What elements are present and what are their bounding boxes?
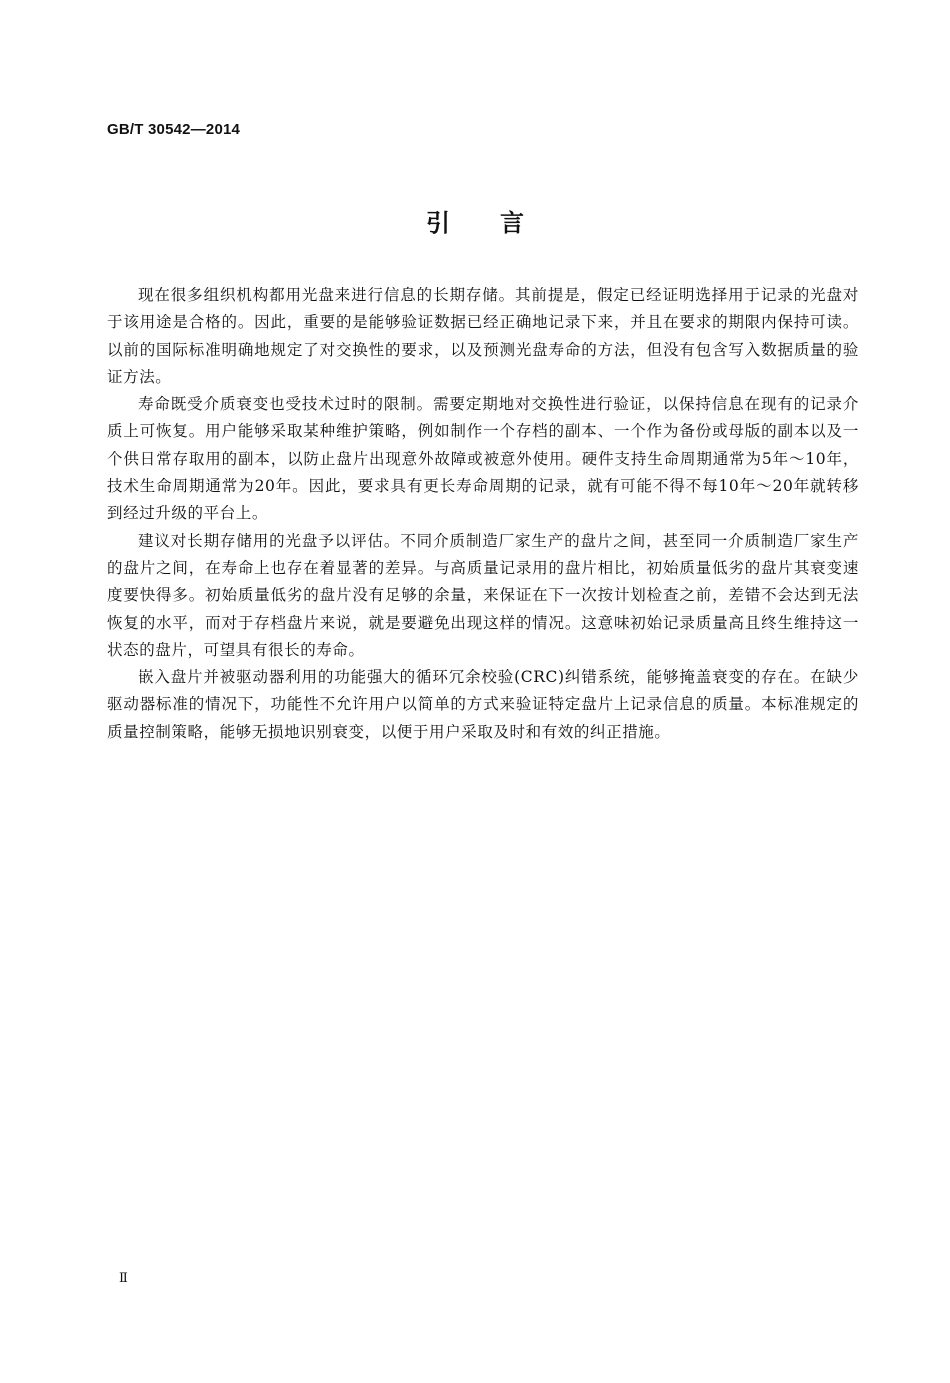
paragraph-3: 建议对长期存储用的光盘予以评估。不同介质制造厂家生产的盘片之间，甚至同一介质制造厂家生产的盘片之间，在寿命上也存在着显著的差异。与高质量记录用的盘片相比，初始质量低劣的盘片其衰变速度要快得多。初始质量低劣的盘片没有足够的余量，来保证在下一次按计划检查之前，差错不会达到无法恢复的水平，而对于存档盘片来说，就是要避免出现这样的情况。这意味初始记录质量高且终生维持这一状态的盘片，可望具有很长的寿命。 xyxy=(107,531,859,659)
paragraph-2: 寿命既受介质衰变也受技术过时的限制。需要定期地对交换性进行验证，以保持信息在现有的记录介质上可恢复。用户能够采取某种维护策略，例如制作一个存档的副本、一个作为备份或母版的副本以及一个供日常存取用的副本，以防止盘片出现意外故障或被意外使用。硬件支持生命周期通常为5年～10年，技术生命周期通常为20年。因此，要求具有更长寿命周期的记录，就有可能不得不每10年～20年就转移到经过升级的平台上。 xyxy=(107,395,859,523)
paragraph-1: 现在很多组织机构都用光盘来进行信息的长期存储。其前提是，假定已经证明选择用于记录的光盘对于该用途是合格的。因此，重要的是能够验证数据已经正确地记录下来，并且在要求的期限内保持可读。以前的国际标准明确地规定了对交换性的要求，以及预测光盘寿命的方法，但没有包含写入数据质量的验证方法。 xyxy=(107,286,859,386)
page-number: Ⅱ xyxy=(119,1271,128,1286)
introduction-body xyxy=(107,282,859,746)
standard-code-header: GB/T 30542—2014 xyxy=(107,121,241,138)
paragraph-4: 嵌入盘片并被驱动器利用的功能强大的循环冗余校验(CRC)纠错系统，能够掩盖衰变的存在。在缺少驱动器标准的情况下，功能性不允许用户以简单的方式来验证特定盘片上记录信息的质量。本标准规定的质量控制策略，能够无损地识别衰变，以便于用户采取及时和有效的纠正措施。 xyxy=(107,668,859,741)
page-title: 引言 xyxy=(426,209,574,237)
